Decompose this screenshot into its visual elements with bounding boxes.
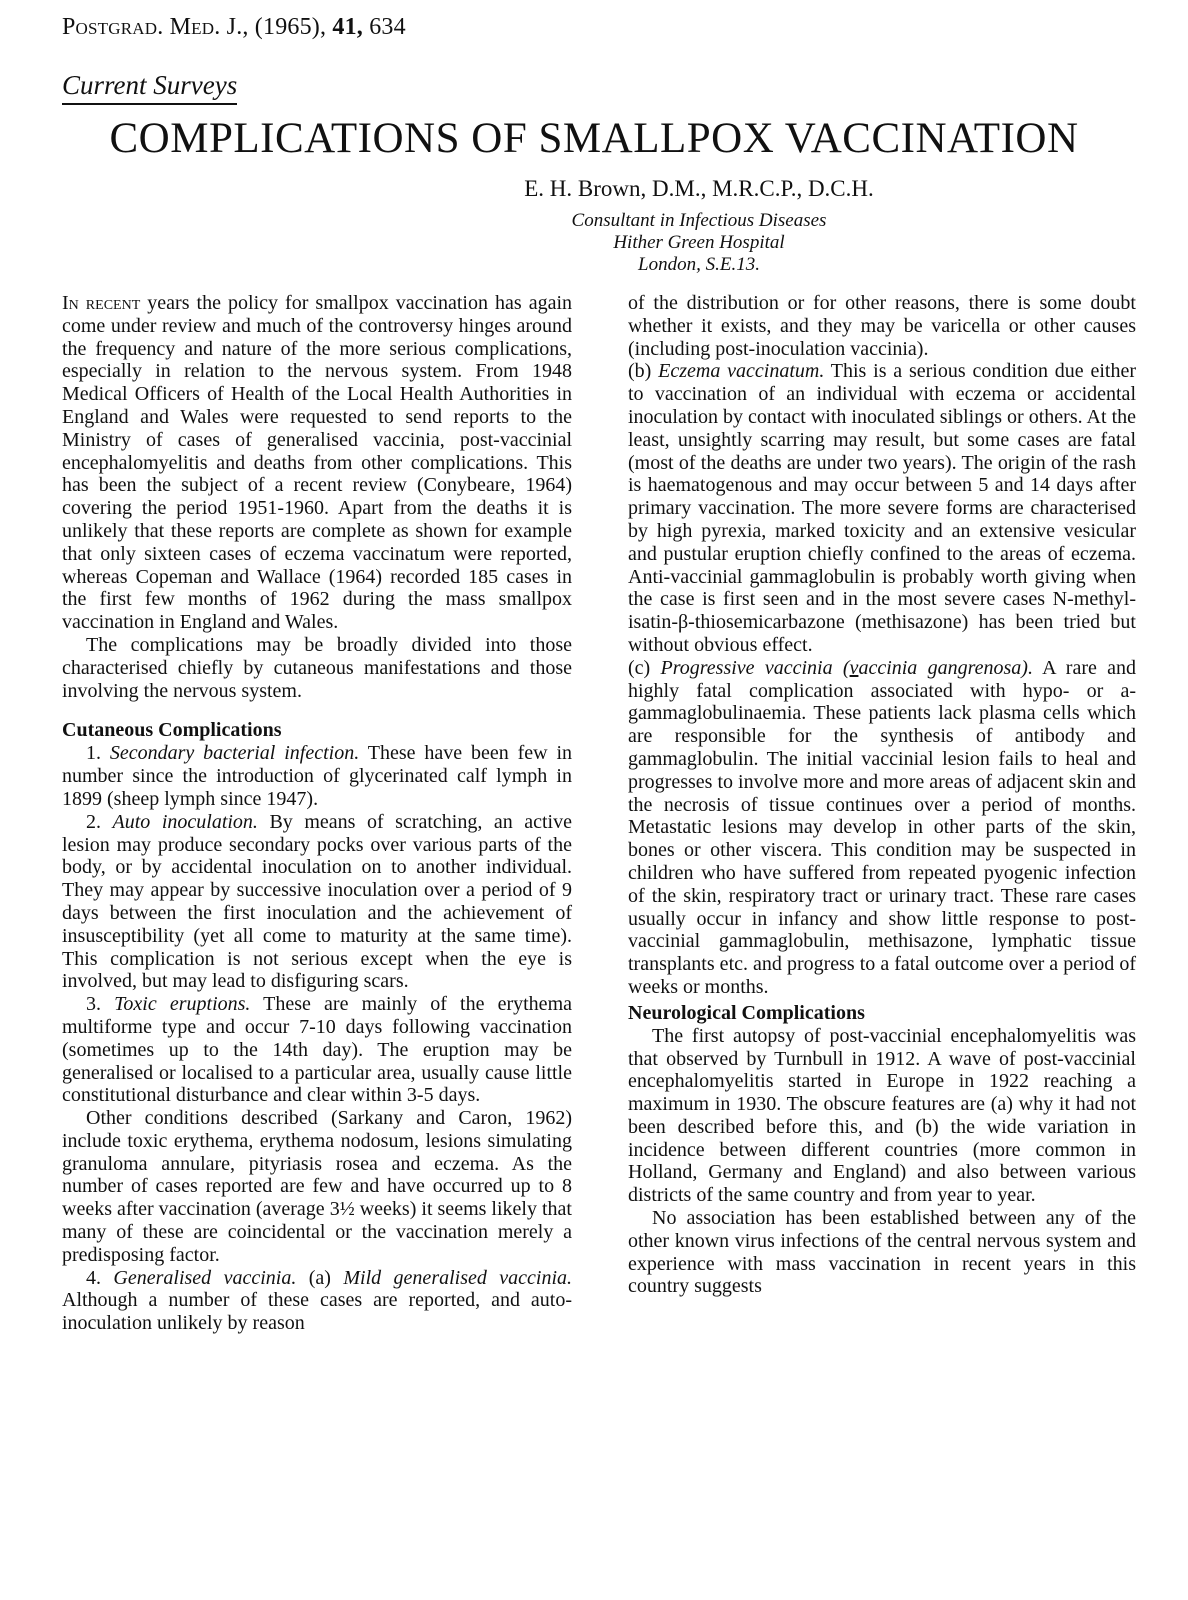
sub-text: A rare and highly fatal complication associated with hypo- or a-gammaglobulinaemia. These patients lack plasma cells which are responsible for the synthesis of antibody and gammaglobulin. The initial vaccinial lesion fails to heal and progresses to involve more and more areas of adjacent skin and the necrosis of tissue continues over a period of months. Metastatic lesions may develop in other parts of the skin, bones or other viscera. This condition may be suspected in children who have suffered from repeated pyogenic infection of the skin, respiratory tract or urinary tract. These rare cases usually occur in infancy and show little response to post-vaccinial gammaglobulin, methisazone, lymphatic tissue transplants etc. and progress to a fatal outcome over a period of weeks or months.: [628, 656, 1137, 998]
item-number: 2.: [86, 810, 101, 833]
left-column: [62, 292, 572, 1335]
continued-paragraph: of the distribution or for other reasons, there is some doubt whether it exists, and they may be varicella or other causes (including post-inoculation vaccinia).: [628, 292, 1136, 360]
item-text: Although a number of these cases are reported, and auto-inoculation unlikely by reason: [62, 1289, 572, 1335]
sub-label: (c): [628, 656, 661, 679]
journal-abbrev-med: Med.: [169, 14, 221, 40]
neurological-paragraph-1: The first autopsy of post-vaccinial encephalomyelitis was that observed by Turnbull in 1912. A wave of post-vaccinial encephalomyelitis started in Europe in 1922 reaching a maximum in 1930. The obscure features are (a) why it had not been described before this, and (b) the wide variation in incidence between different countries (more common in Holland, Germany and England) and also between various districts of the same country and from year to year.: [628, 1024, 1136, 1207]
cutaneous-item-1: [62, 742, 572, 810]
eczema-vaccinatum-paragraph: [628, 360, 1136, 656]
item-number: 4.: [86, 1266, 101, 1289]
affiliation-line: London, S.E.13.: [638, 254, 760, 275]
affiliation-line: Consultant in Infectious Diseases: [571, 210, 827, 231]
item-number: 1.: [86, 742, 101, 765]
intro-text: years the policy for smallpox vaccination has again come under review and much of the controversy hinges around the frequency and nature of the more serious complications, especially in relation to the nervous system. From 1948 Medical Officers of Health of the Local Health Authorities in England and Wales were requested to send reports to the Ministry of cases of generalised vaccinia, post-vaccinial encephalomyelitis and deaths from other complications. This has been the subject of a recent review (Conybeare, 1964) covering the period 1951-1960. Apart from the deaths it is unlikely that these reports are complete as shown for example that only sixteen cases of eczema vaccinatum were reported, whereas Copeman and Wallace (1964) recorded 185 cases in the first few months of 1962 during the mass smallpox vaccination in England and Wales.: [62, 292, 573, 634]
article-author: E. H. Brown, D.M., M.R.C.P., D.C.H.: [524, 176, 874, 201]
sub-title-underlined: v: [849, 656, 859, 679]
item-subtitle: Mild generalised vaccinia.: [343, 1266, 573, 1289]
journal-reference: [62, 14, 406, 41]
item-title: Secondary bacterial infection.: [109, 742, 360, 765]
sub-title: [661, 657, 1033, 679]
item-text: By means of scratching, an active lesion may produce secondary pocks over various parts of the body, or by accidental inoculation on to another individual. They may appear by successive inoculation over a period of 9 days between the first inoculation and the achievement of insusceptibility (yet all come to maturity at the same time). This complication is not serious except when the eye is involved, but may lead to disfiguring scars.: [62, 810, 572, 993]
sub-label: (b): [628, 360, 659, 383]
journal-volume: 41,: [332, 14, 363, 40]
article-title: COMPLICATIONS OF SMALLPOX VACCINATION: [109, 115, 1079, 162]
item-title: Toxic eruptions.: [114, 993, 251, 1016]
affiliation-line: Hither Green Hospital: [613, 232, 785, 253]
right-column: [628, 292, 1136, 1298]
cutaneous-item-4: [62, 1267, 572, 1335]
intro-lead-words: In recent: [62, 292, 141, 314]
author-affiliation: [0, 210, 1188, 276]
progressive-vaccinia-paragraph: [628, 657, 1136, 999]
intro-paragraph: [62, 292, 572, 634]
item-title: Generalised vaccinia.: [113, 1266, 297, 1289]
sub-title-part: Progressive vaccinia (: [660, 656, 850, 679]
journal-abbrev-postgrad: Postgrad.: [62, 14, 164, 40]
other-conditions-paragraph: Other conditions described (Sarkany and Caron, 1962) include toxic erythema, erythema nodosum, lesions simulating granuloma annulare, pityriasis rosea and eczema. As the number of cases reported are few and have occurred up to 8 weeks after vaccination (average 3½ weeks) it seems likely that many of these are coincidental or the vaccination merely a predisposing factor.: [62, 1107, 572, 1266]
item-sub-label: (a): [296, 1266, 344, 1289]
journal-abbrev-year: J., (1965),: [226, 14, 327, 40]
item-text: These are mainly of the erythema multiforme type and occur 7-10 days following vaccination (sometimes up to the 14th day). The eruption may be generalised or localised to a particular area, usually cause little constitutional disturbance and clear within 3-5 days.: [62, 993, 572, 1107]
section-label: Current Surveys: [62, 70, 237, 105]
cutaneous-heading: Cutaneous Complications: [62, 719, 282, 742]
neurological-heading: Neurological Complications: [628, 1001, 865, 1024]
neurological-paragraph-2: No association has been established between any of the other known virus infections of the central nervous system and experience with mass vaccination in recent years in this country suggests: [628, 1207, 1136, 1298]
item-number: 3.: [86, 993, 101, 1016]
item-title: Auto inoculation.: [112, 810, 258, 833]
journal-page-number: 634: [369, 14, 406, 40]
sub-text: This is a serious condition due either to vaccination of an individual with eczema or accidental inoculation by contact with inoculated siblings or others. At the least, unsightly scarring may result, but some cases are fatal (most of the deaths are under two years). The origin of the rash is haematogenous and may occur between 5 and 14 days after primary vaccination. The more severe forms are characterised by high pyrexia, marked toxicity and an extensive vesicular and pustular eruption chiefly confined to the areas of eczema. Anti-vaccinial gammaglobulin is probably worth giving when the case is first seen and in the most severe cases N-methyl-isatin-β-thiosemicarbazone (methisazone) has been tried but without obvious effect.: [628, 360, 1137, 656]
sub-title-part: accinia gangrenosa).: [858, 656, 1033, 679]
item-text: These have been few in number since the introduction of glycerinated calf lymph in 1899 (sheep lymph since 1947).: [62, 742, 573, 810]
cutaneous-item-2: [62, 811, 572, 993]
cutaneous-item-3: [62, 993, 572, 1107]
sub-title: Eczema vaccinatum.: [658, 360, 825, 383]
overview-paragraph: The complications may be broadly divided into those characterised chiefly by cutaneous manifestations and those involving the nervous system.: [62, 633, 572, 702]
